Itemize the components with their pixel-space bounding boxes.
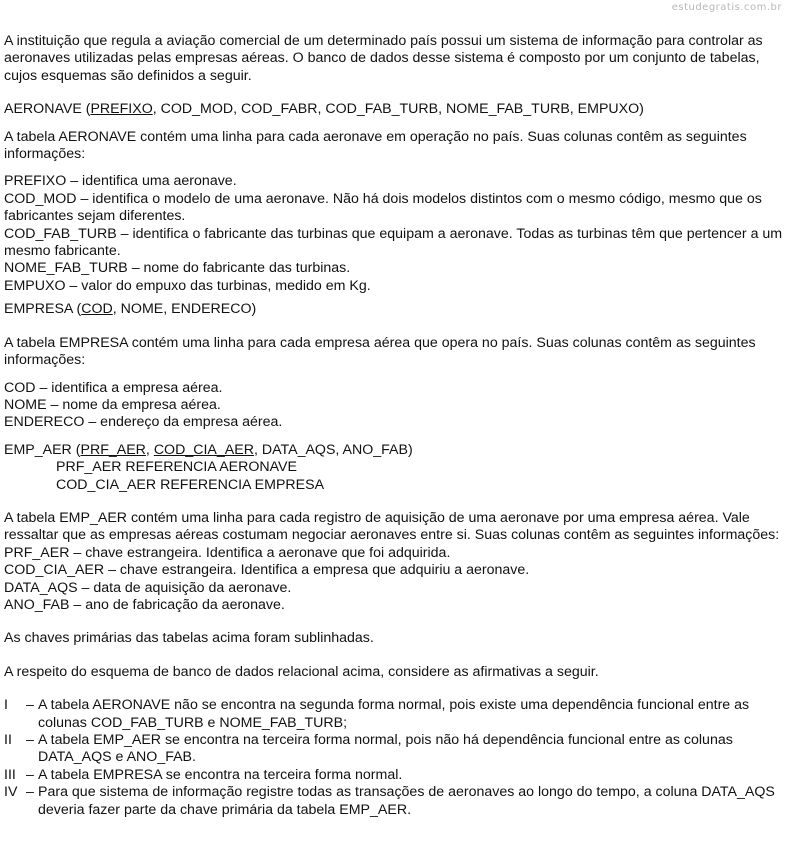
aeronave-schema: AERONAVE (PREFIXO, COD_MOD, COD_FABR, COD_FAB_TURB, NOME_FAB_TURB, EMPUXO) [4, 101, 644, 118]
statement-text: Para que sistema de informação registre todas as transações de aeronaves ao longo do tempo, a coluna DATA_AQS deveria fazer parte da chave primária da tabela EMP_AER. [38, 784, 775, 818]
empresa-schema: EMPRESA (COD, NOME, ENDERECO) [4, 301, 257, 318]
emp-aer-description: A tabela EMP_AER contém uma linha para cada registro de aquisição de uma aeronave por uma empresa aérea. Vale ressaltar que as empresas aéreas costumam negociar aeronaves entre si. Suas colunas contêm as seguintes informações: [4, 509, 780, 544]
empresa-column: ENDERECO – endereço da empresa aérea. [4, 414, 283, 431]
emp-aer-reference: COD_CIA_AER REFERENCIA EMPRESA [56, 476, 325, 493]
statement-item [4, 767, 784, 784]
statement-dash: – [26, 784, 34, 801]
question-prompt: A respeito do esquema de banco de dados relacional acima, considere as afirmativas a seguir. [4, 663, 599, 680]
statements-list [4, 697, 784, 819]
empresa-description: A tabela EMPRESA contém uma linha para cada empresa aérea que opera no país. Suas colunas contêm as seguintes informações: [4, 334, 756, 369]
aeronave-column: EMPUXO – valor do empuxo das turbinas, medido em Kg. [4, 277, 371, 294]
emp-aer-column: DATA_AQS – data de aquisição da aeronave. [4, 579, 292, 596]
statement-text: A tabela EMP_AER se encontra na terceira forma normal, pois não há dependência funcional entre as colunas DATA_AQS e ANO_FAB. [38, 732, 733, 766]
watermark: estudegratis.com.br [671, 2, 782, 13]
emp-aer-reference: PRF_AER REFERENCIA AERONAVE [56, 459, 297, 476]
statement-dash: – [26, 766, 34, 783]
emp-aer-column: PRF_AER – chave estrangeira. Identifica a aeronave que foi adquirida. [4, 544, 451, 561]
emp-aer-schema: EMP_AER (PRF_AER, COD_CIA_AER, DATA_AQS, ANO_FAB) [4, 441, 413, 458]
aeronave-description: A tabela AERONAVE contém uma linha para cada aeronave em operação no país. Suas colunas contêm as seguintes informações: [4, 128, 747, 163]
statement-text: A tabela EMPRESA se encontra na terceira forma normal. [38, 766, 403, 783]
statement-item [4, 697, 784, 732]
aeronave-column: COD_FAB_TURB – identifica o fabricante das turbinas que equipam a aeronave. Todas as turbinas têm que pertencer a um mesmo fabricante. [4, 225, 783, 260]
emp-aer-column: COD_CIA_AER – chave estrangeira. Identifica a empresa que adquiriu a aeronave. [4, 562, 530, 579]
empresa-primary-key: COD [81, 301, 113, 318]
empresa-column: COD – identifica a empresa aérea. [4, 379, 223, 396]
emp-aer-columns [4, 545, 784, 615]
statement-number: IV [4, 784, 18, 801]
emp-aer-column: ANO_FAB – ano de fabricação da aeronave. [4, 596, 285, 613]
aeronave-primary-key: PREFIXO [90, 101, 153, 118]
question-text [4, 33, 784, 819]
statement-dash: – [26, 697, 34, 714]
primary-keys-note: As chaves primárias das tabelas acima foram sublinhadas. [4, 630, 374, 647]
statement-number: I [4, 697, 8, 714]
emp-aer-primary-key-2: COD_CIA_AER [153, 441, 254, 458]
statement-item [4, 732, 784, 767]
intro-paragraph: A instituição que regula a aviação comercial de um determinado país possui um sistema de informação para controlar as aeronaves utilizadas pelas empresas aéreas. O banco de dados desse sistema é composto por um conjunto de tabelas, cujos esquemas são definidos a seguir. [4, 33, 763, 84]
aeronave-column: NOME_FAB_TURB – nome do fabricante das turbinas. [4, 260, 351, 277]
statement-text: A tabela AERONAVE não se encontra na segunda forma normal, pois existe uma dependência funcional entre as colunas COD_FAB_TURB e NOME_FAB_TURB; [38, 697, 750, 731]
empresa-columns [4, 380, 784, 432]
aeronave-column: COD_MOD – identifica o modelo de uma aeronave. Não há dois modelos distintos com o mesmo código, mesmo que os fabricantes sejam diferentes. [4, 190, 762, 225]
statement-number: II [4, 732, 12, 748]
aeronave-column: PREFIXO – identifica uma aeronave. [4, 173, 237, 190]
empresa-column: NOME – nome da empresa aérea. [4, 396, 221, 413]
emp-aer-primary-key-1: PRF_AER [80, 441, 146, 458]
aeronave-columns [4, 173, 784, 295]
statement-item [4, 784, 784, 819]
statement-dash: – [26, 732, 34, 748]
statement-number: III [4, 766, 16, 783]
